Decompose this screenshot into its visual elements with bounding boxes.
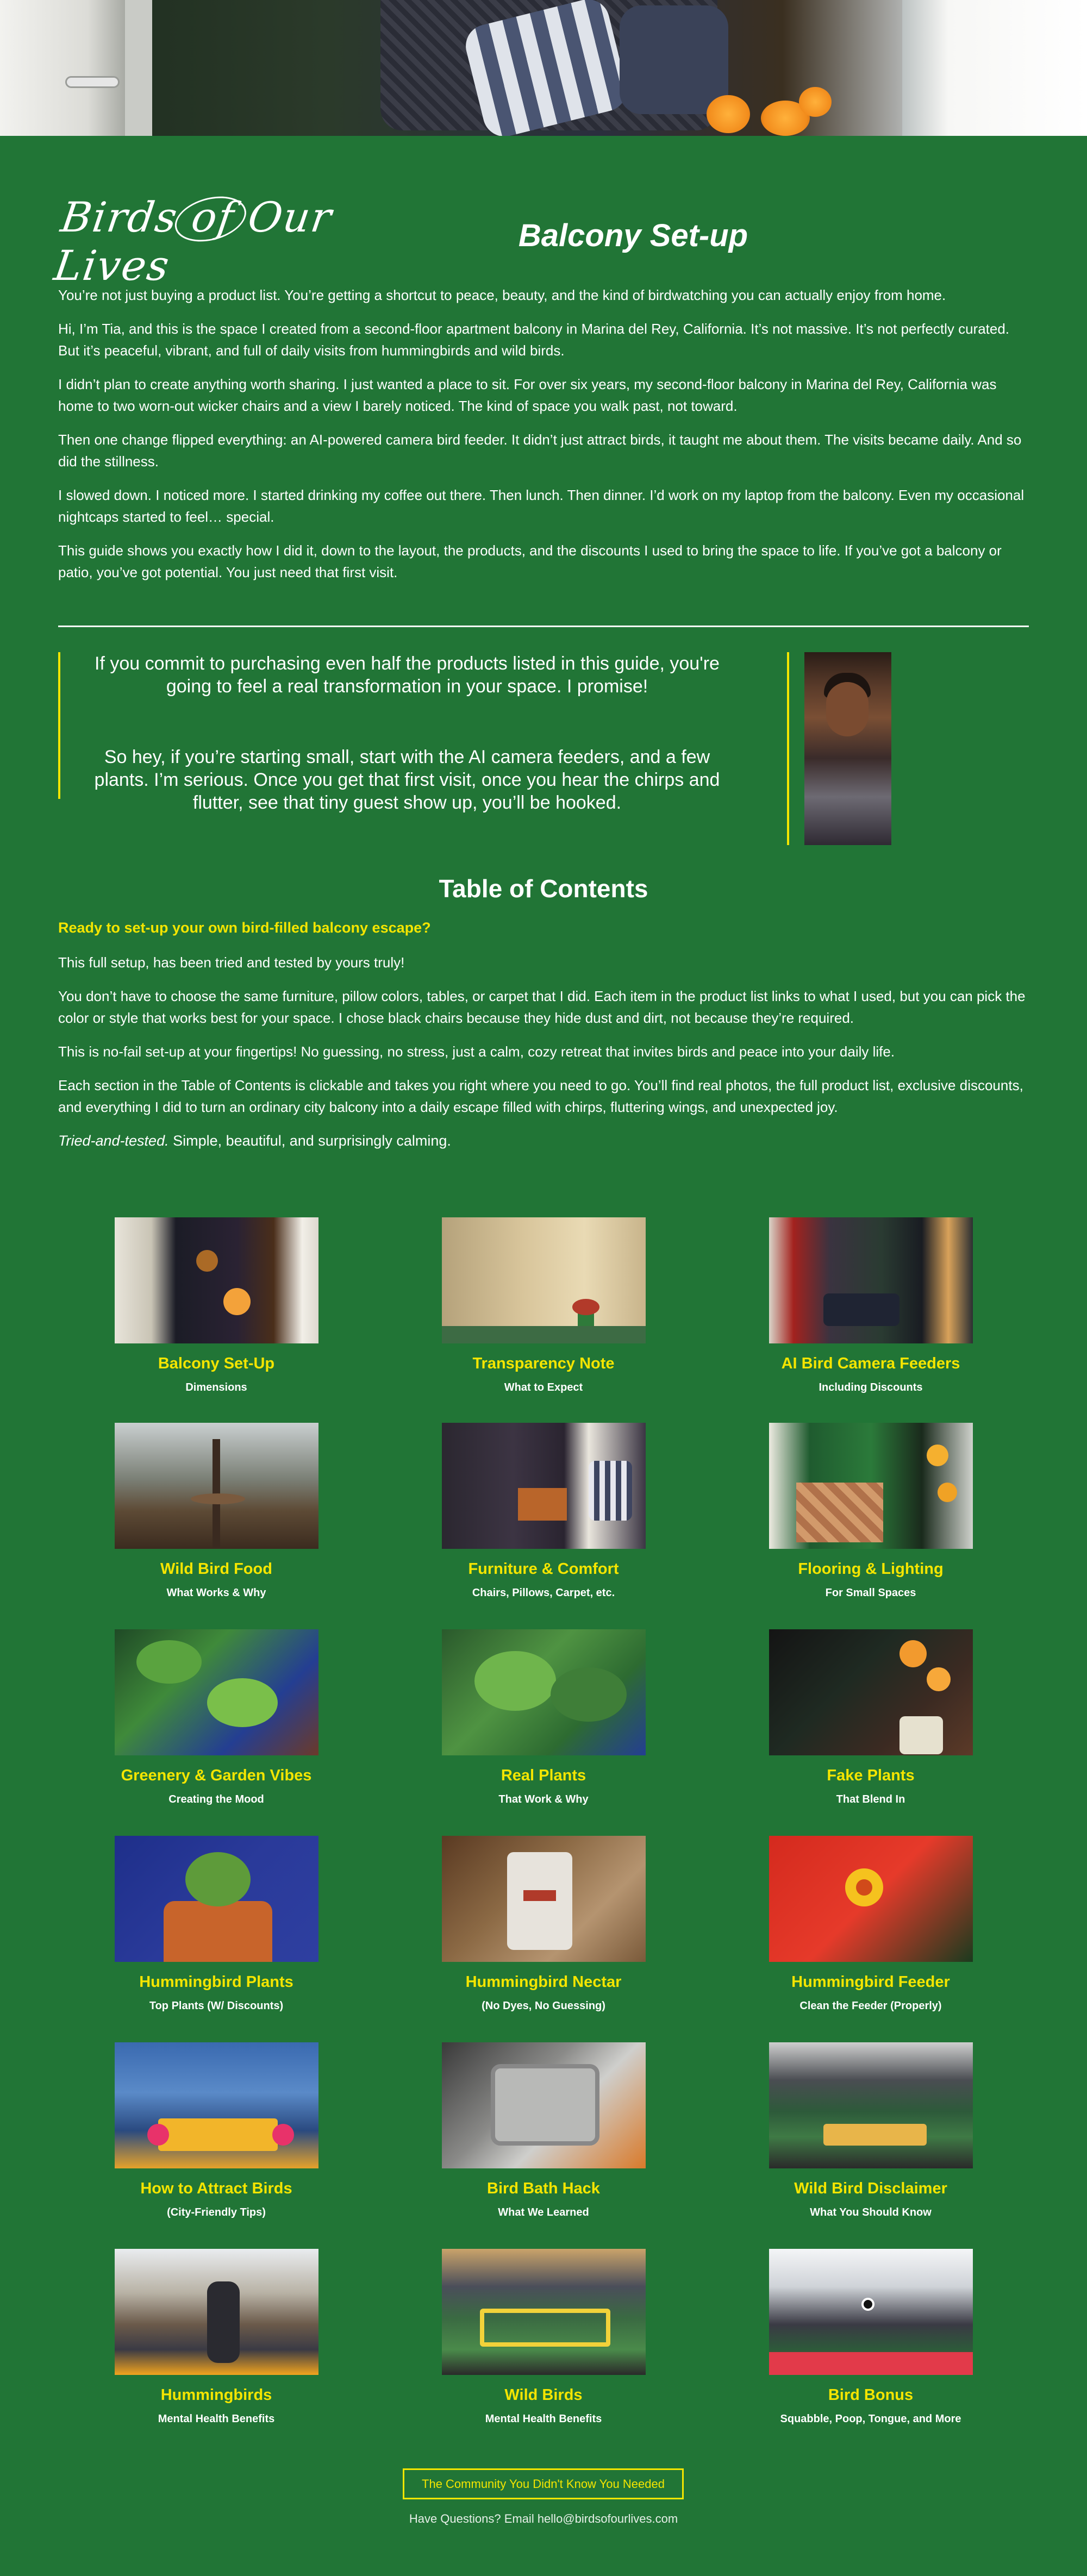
contact-note: Have Questions? Email hello@birdsofourlives.com [409, 2512, 678, 2525]
thumb-image[interactable] [769, 1217, 973, 1343]
toc-card-sub: Creating the Mood [168, 1793, 264, 1805]
toc-card-hummingbirds[interactable] [80, 2249, 352, 2426]
toc-card-label[interactable]: Real Plants [501, 1767, 586, 1784]
toc-card-hummingbird-nectar[interactable] [408, 1836, 679, 2013]
author-photo-frame [787, 652, 890, 845]
toc-card-wild-bird-food[interactable] [80, 1423, 352, 1600]
toc-card-sub: Chairs, Pillows, Carpet, etc. [472, 1587, 615, 1599]
thumb-image[interactable] [115, 1423, 318, 1549]
toc-card-label[interactable]: Furniture & Comfort [468, 1560, 619, 1578]
toc-card-label[interactable]: Bird Bath Hack [487, 2180, 600, 2197]
toc-card-fake-plants[interactable] [735, 1629, 1007, 1806]
thumb-image[interactable] [115, 1836, 318, 1962]
thumb-image[interactable] [769, 1423, 973, 1549]
thumb-image[interactable] [442, 1629, 646, 1755]
toc-card-label[interactable]: Hummingbird Plants [139, 1973, 293, 1991]
toc-card-label[interactable]: Greenery & Garden Vibes [121, 1767, 312, 1784]
author-portrait [804, 652, 891, 845]
intro-paragraph: Then one change flipped everything: an AI-powered camera bird feeder. It didn’t just attract birds, it taught me about them. The visits became daily. And so did the stillness. [58, 432, 1022, 470]
toc-card-sub: Dimensions [185, 1381, 247, 1393]
hero-door-right [902, 0, 1087, 136]
thumb-image[interactable] [442, 1217, 646, 1343]
toc-paragraph: You don’t have to choose the same furniture, pillow colors, tables, or carpet that I did. Each item in the product list links to what I used, but you can pick the color or style that works best for your space. I chose black chairs because they hide dust and dirt, not because they’re required. [58, 988, 1026, 1026]
toc-card-sub: That Blend In [836, 1793, 905, 1805]
intro-paragraph: I didn’t plan to create anything worth sharing. I just wanted a place to sit. For over six years, my second-floor balcony in Marina del Rey, California was home to two worn-out wicker chairs and a view I barely noticed. The kind of space you walk past, not toward. [58, 376, 997, 414]
toc-card-sub: Mental Health Benefits [158, 2413, 275, 2425]
toc-card-sub: Mental Health Benefits [485, 2413, 602, 2425]
logo-text: Birds of Our Lives [51, 193, 336, 290]
toc-card-transparency-note[interactable] [408, 1217, 679, 1395]
toc-paragraph: Each section in the Table of Contents is clickable and takes you right where you need to go. You’ll find real photos, the full product list, exclusive discounts, and everything I did to turn an ordinary city balcony into a daily escape filled with chirps, fluttering wings, and unexpected joy. [58, 1077, 1023, 1115]
toc-card-sub: What to Expect [504, 1381, 583, 1393]
quote-line: If you commit to purchasing even half the products listed in this guide, you're going to feel a real transformation in your space. I promise! [95, 653, 720, 697]
intro-paragraph: This guide shows you exactly how I did it, down to the layout, the products, and the discounts I used to bring the space to life. If you’ve got a balcony or patio, you’ve got potential. You just need that first visit. [58, 542, 1002, 580]
toc-card-label[interactable]: Wild Bird Disclaimer [794, 2180, 947, 2197]
thumb-image[interactable] [115, 2042, 318, 2168]
toc-intro [58, 917, 1031, 1164]
thumb-image[interactable] [115, 2249, 318, 2375]
hero-door-frame [125, 0, 152, 136]
toc-card-label[interactable]: Bird Bonus [828, 2386, 914, 2404]
toc-card-sub: (No Dyes, No Guessing) [482, 2000, 605, 2012]
intro-paragraph: You’re not just buying a product list. You’re getting a shortcut to peace, beauty, and the kind of birdwatching you can actually enjoy from home. [58, 287, 946, 303]
intro-paragraph: I slowed down. I noticed more. I started drinking my coffee out there. Then lunch. Then dinner. I’d work on my laptop from the balcony. Even my occasional nightcaps started to feel… special. [58, 487, 1024, 525]
toc-card-sub: What We Learned [498, 2206, 589, 2218]
toc-card-sub: (City-Friendly Tips) [167, 2206, 266, 2218]
thumb-image[interactable] [442, 2042, 646, 2168]
hero-door-left [0, 0, 125, 136]
thumb-image[interactable] [769, 2042, 973, 2168]
toc-closing [58, 1130, 1031, 1152]
toc-card-sub: What You Should Know [810, 2206, 932, 2218]
toc-paragraph: This full setup, has been tried and tested by yours truly! [58, 954, 405, 971]
toc-card-sub: For Small Spaces [825, 1587, 916, 1599]
toc-card-flooring-lighting[interactable] [735, 1423, 1007, 1600]
thumb-image[interactable] [769, 1836, 973, 1962]
thumb-image[interactable] [442, 2249, 646, 2375]
promise-quote [58, 652, 754, 813]
toc-card-bird-bonus[interactable] [735, 2249, 1007, 2426]
toc-card-label[interactable]: Flooring & Lighting [798, 1560, 944, 1578]
toc-card-label[interactable]: Fake Plants [827, 1767, 915, 1784]
toc-closing-italic: Tried-and-tested. [58, 1133, 169, 1149]
toc-card-label[interactable]: Hummingbird Feeder [791, 1973, 950, 1991]
toc-card-label[interactable]: Wild Birds [504, 2386, 583, 2404]
toc-card-hummingbird-plants[interactable] [80, 1836, 352, 2013]
section-divider [58, 626, 1029, 627]
thumb-image[interactable] [115, 1629, 318, 1755]
toc-card-label[interactable]: Hummingbird Nectar [465, 1973, 622, 1991]
toc-paragraph: This is no-fail set-up at your fingertips! No guessing, no stress, just a calm, cozy retreat that invites birds and peace into your daily life. [58, 1043, 895, 1060]
community-cta-button[interactable]: The Community You Didn't Know You Needed [403, 2468, 684, 2499]
thumb-image[interactable] [769, 1629, 973, 1755]
hero-flower [707, 95, 750, 133]
toc-title: Table of Contents [439, 874, 648, 903]
toc-card-sub: That Work & Why [498, 1793, 589, 1805]
toc-card-label[interactable]: Hummingbirds [160, 2386, 272, 2404]
thumb-image[interactable] [442, 1423, 646, 1549]
thumb-image[interactable] [442, 1836, 646, 1962]
toc-card-wild-bird-disclaimer[interactable] [735, 2042, 1007, 2219]
hero-flower [799, 87, 832, 117]
toc-card-label[interactable]: How to Attract Birds [140, 2180, 292, 2197]
page-title: Balcony Set-up [518, 218, 748, 253]
door-handle [65, 76, 120, 88]
toc-card-sub: Top Plants (W/ Discounts) [149, 2000, 284, 2012]
toc-card-sub: Clean the Feeder (Properly) [799, 2000, 942, 2012]
toc-card-ai-feeders[interactable] [735, 1217, 1007, 1395]
toc-card-label[interactable]: Balcony Set-Up [158, 1355, 275, 1372]
toc-card-sub: Squabble, Poop, Tongue, and More [780, 2413, 961, 2425]
hero-navy-pillow [620, 5, 728, 114]
brand-logo [51, 193, 342, 290]
toc-card-hummingbird-feeder[interactable] [735, 1836, 1007, 2013]
toc-card-wild-birds[interactable] [408, 2249, 679, 2426]
toc-card-real-plants[interactable] [408, 1629, 679, 1806]
quote-line: So hey, if you’re starting small, start with the AI camera feeders, and a few plants. I’m serious. Once you get that first visit, once you hear the chirps and flutter, see that tiny guest show up, you’ll be hooked. [94, 747, 720, 813]
toc-card-label[interactable]: AI Bird Camera Feeders [781, 1355, 960, 1372]
toc-closing-rest: Simple, beautiful, and surprisingly calming. [168, 1133, 451, 1149]
intro-paragraph: Hi, I’m Tia, and this is the space I created from a second-floor apartment balcony in Marina del Rey, California. It’s not massive. It’s not perfectly curated. But it’s peaceful, vibrant, and full of daily visits from hummingbirds and wild birds. [58, 321, 1010, 359]
hero-photo [0, 0, 1087, 136]
thumb-image[interactable] [115, 1217, 318, 1343]
toc-card-label[interactable]: Transparency Note [472, 1355, 615, 1372]
toc-card-sub: Including Discounts [819, 1381, 923, 1393]
toc-card-label[interactable]: Wild Bird Food [160, 1560, 272, 1578]
portrait-face [826, 682, 869, 736]
intro-section [58, 284, 1031, 595]
toc-subhead: Ready to set-up your own bird-filled balcony escape? [58, 920, 431, 936]
toc-card-attract-birds[interactable] [80, 2042, 352, 2219]
toc-card-balcony-setup[interactable] [80, 1217, 352, 1395]
toc-card-greenery[interactable] [80, 1629, 352, 1806]
toc-card-furniture[interactable] [408, 1423, 679, 1600]
toc-card-sub: What Works & Why [166, 1587, 266, 1599]
toc-card-bird-bath[interactable] [408, 2042, 679, 2219]
thumb-image[interactable] [769, 2249, 973, 2375]
